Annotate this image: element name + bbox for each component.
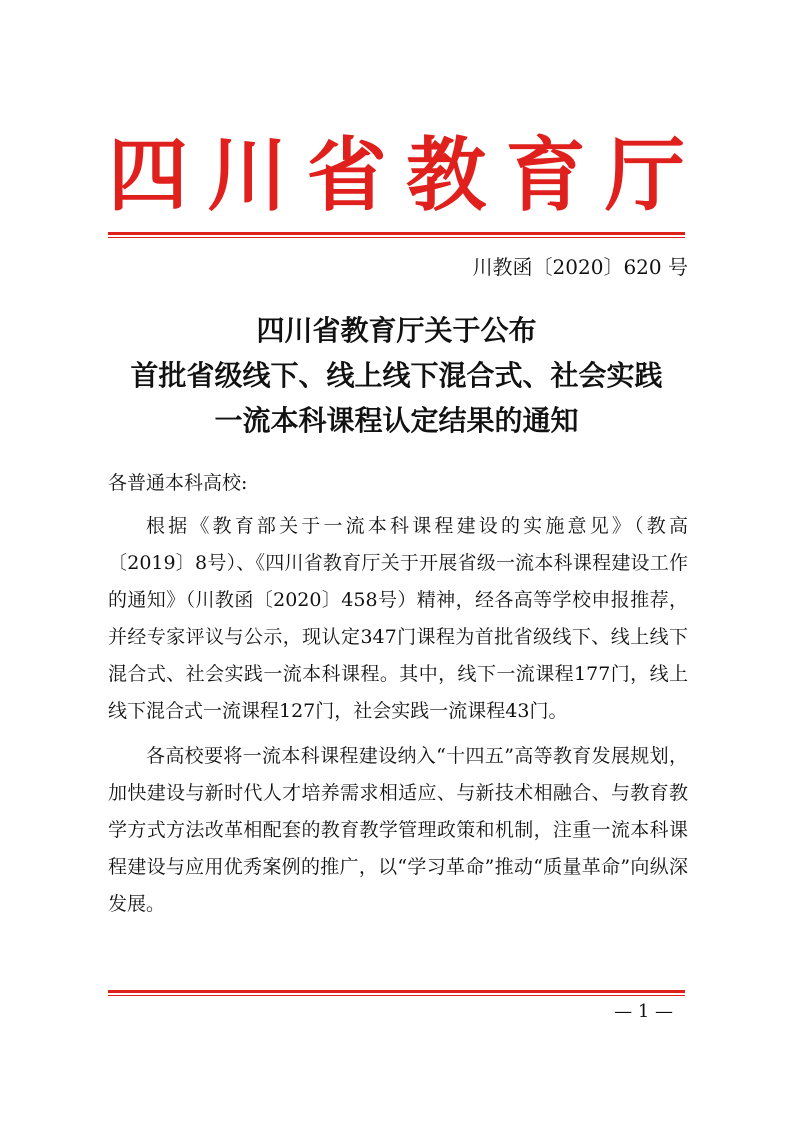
body-paragraph: 根据《教育部关于一流本科课程建设的实施意见》（教高〔2019〕8号）、《四川省教育厅关于开展省级一流本科课程建设工作的通知》（川教函〔2020〕458号）精神，经各高等学校申报推荐，并经专家评议与公示，现认定347门课程为首批省级线下、线上线下混合式、社会实践一流本科课程。其中，线下一流课程177门，线上线下混合式一流课程127门，社会实践一流课程43门。: [108, 515, 688, 722]
title-line-2: 首批省级线下、线上线下混合式、社会实践: [130, 359, 663, 392]
letterhead-char: 四: [108, 128, 188, 222]
document-body: [108, 508, 688, 931]
document-title: [90, 308, 703, 443]
letterhead-char: 育: [505, 128, 586, 222]
letterhead-char: 省: [306, 128, 387, 222]
letterhead-char: 教: [406, 128, 487, 222]
letterhead-char: 厅: [604, 128, 685, 222]
title-line-1: 四川省教育厅关于公布: [256, 314, 537, 347]
page-number: — 1 —: [614, 1001, 673, 1022]
document-number: 川教函〔2020〕620 号: [472, 255, 688, 279]
letterhead-divider: [108, 232, 685, 238]
title-line-3: 一流本科课程认定结果的通知: [214, 404, 579, 437]
letterhead-title: [108, 130, 685, 220]
body-paragraph: 各高校要将一流本科课程建设纳入“十四五”高等教育发展规划，加快建设与新时代人才培养需求相适应、与新技术相融合、与教育教学方式方法改革相配套的教育教学管理政策和机制，注重一流本科课程建设与应用优秀案例的推广，以“学习革命”推动“质量革命”向纵深发展。: [108, 745, 688, 915]
letterhead-char: 川: [207, 128, 288, 222]
salutation: 各普通本科高校:: [108, 472, 248, 494]
footer-divider: [108, 990, 685, 996]
